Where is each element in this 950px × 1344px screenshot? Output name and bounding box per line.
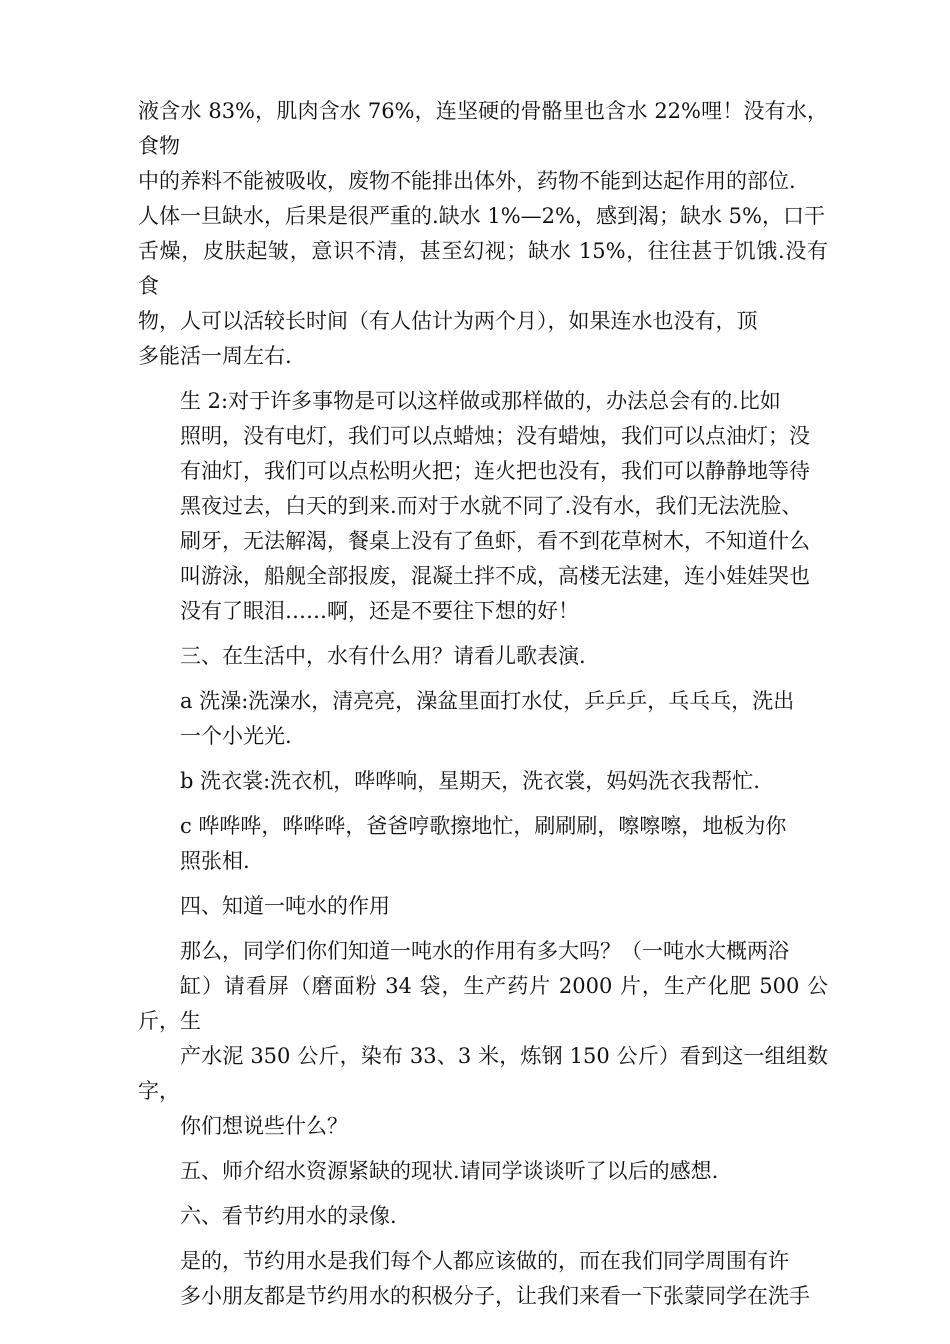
- text-line: 黑夜过去，白天的到来.而对于水就不同了.没有水，我们无法洗脸、: [180, 494, 803, 518]
- text-line: 三、在生活中，水有什么用？请看儿歌表演.: [180, 644, 586, 668]
- text-line: 有油灯，我们可以点松明火把；连火把也没有，我们可以静静地等待: [180, 459, 810, 483]
- paragraph-section-4-heading: [138, 889, 828, 924]
- paragraph-song-a: [138, 684, 828, 754]
- paragraph-ton-of-water: [138, 934, 828, 1144]
- text-line: c 哗哗哗，哗哗哗，爸爸哼歌擦地忙，刷刷刷，嚓嚓嚓，地板为你: [180, 814, 787, 838]
- paragraph-section-3-heading: [138, 639, 828, 674]
- text-line: 人体一旦缺水，后果是很严重的.缺水 1%—2%，感到渴；缺水 5%，口干: [138, 204, 825, 228]
- text-line: 产水泥 350 公斤，染布 33、3 米，炼钢 150 公斤）看到这一组组数字，: [138, 1044, 828, 1103]
- document-page: [138, 94, 828, 1324]
- text-line: 没有了眼泪……啊，还是不要往下想的好！: [180, 599, 579, 623]
- paragraph-song-b: [138, 764, 828, 799]
- text-line: 多能活一周左右.: [138, 344, 292, 368]
- text-line: 缸）请看屏（磨面粉 34 袋，生产药片 2000 片，生产化肥 500 公斤，生: [138, 974, 828, 1033]
- paragraph-section-6-heading: [138, 1199, 828, 1234]
- text-line: 舌燥，皮肤起皱，意识不清，甚至幻视；缺水 15%，往往甚于饥饿.没有食: [138, 239, 828, 298]
- paragraph-song-c: [138, 809, 828, 879]
- text-line: 六、看节约用水的录像.: [180, 1204, 397, 1228]
- paragraph-section-5-heading: [138, 1154, 828, 1189]
- text-line: 多小朋友都是节约用水的积极分子，让我们来看一下张蒙同学在洗手: [180, 1284, 810, 1308]
- paragraph-student-2: [138, 384, 828, 629]
- paragraph-water-body-text: [138, 94, 828, 374]
- text-line: 液含水 83%，肌肉含水 76%，连坚硬的骨骼里也含水 22%哩！没有水，食物: [138, 99, 828, 158]
- text-line: 一个小光光.: [180, 724, 292, 748]
- text-line: a 洗澡:洗澡水，清亮亮，澡盆里面打水仗，乒乒乒，乓乓乓，洗出: [180, 689, 795, 713]
- text-line: 照张相.: [180, 849, 250, 873]
- text-line: 你们想说些什么？: [180, 1114, 348, 1138]
- text-line: 是的，节约用水是我们每个人都应该做的，而在我们同学周围有许: [180, 1249, 789, 1273]
- text-line: 四、知道一吨水的作用: [180, 894, 390, 918]
- text-line: 生 2:对于许多事物是可以这样做或那样做的，办法总会有的.比如: [180, 389, 781, 413]
- text-line: 五、师介绍水资源紧缺的现状.请同学谈谈听了以后的感想.: [180, 1159, 719, 1183]
- text-line: 中的养料不能被吸收，废物不能排出体外，药物不能到达起作用的部位.: [138, 169, 796, 193]
- text-line: 叫游泳，船舰全部报废，混凝土拌不成，高楼无法建，连小娃娃哭也: [180, 564, 810, 588]
- text-line: b 洗衣裳:洗衣机，哗哗响，星期天，洗衣裳，妈妈洗衣我帮忙.: [180, 769, 760, 793]
- text-line: 那么，同学们你们知道一吨水的作用有多大吗？（一吨水大概两浴: [180, 939, 789, 963]
- text-line: 照明，没有电灯，我们可以点蜡烛；没有蜡烛，我们可以点油灯；没: [180, 424, 810, 448]
- text-line: 刷牙，无法解渴，餐桌上没有了鱼虾，看不到花草树木，不知道什么: [180, 529, 810, 553]
- text-line: 物，人可以活较长时间（有人估计为两个月），如果连水也没有，顶: [138, 309, 758, 333]
- paragraph-save-water: [138, 1244, 828, 1314]
